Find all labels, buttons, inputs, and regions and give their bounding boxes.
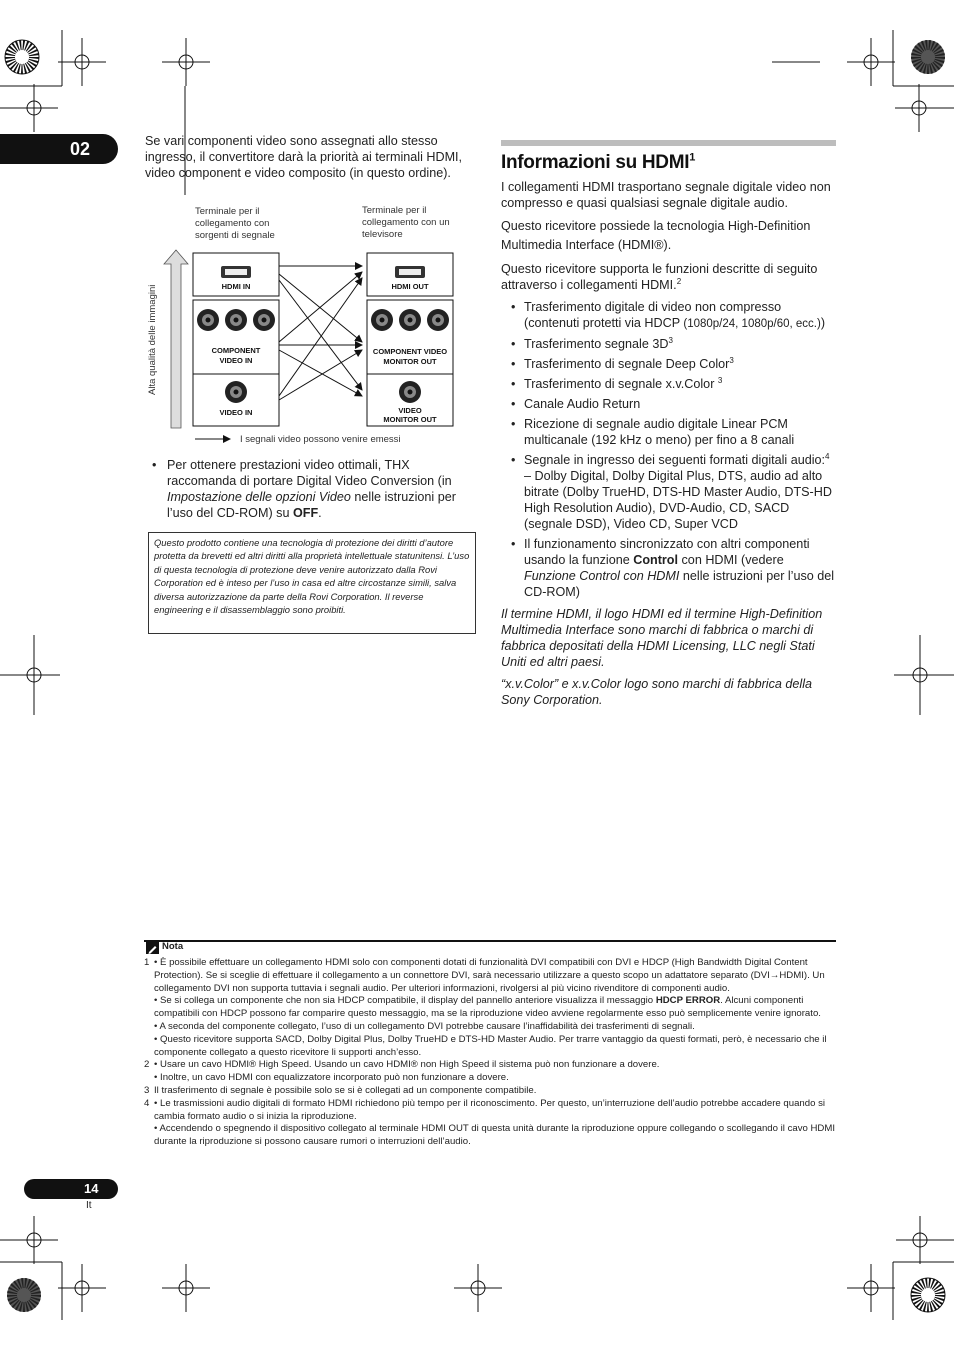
section-title: Informazioni su HDMI$^1$ [501,151,696,173]
notes-divider [144,940,836,942]
hdmi-feature-list [501,299,836,600]
svg-text:Terminale per il collegame [195,206,275,241]
video-in-connector-icon [225,381,247,403]
source-caption-line3: sorgenti di segnale [195,230,275,241]
legend-text: I segnali video possono venire emessi [240,434,401,445]
bullet-icon: • [152,458,157,472]
quality-arrow [164,250,188,428]
chapter-number: 02 [70,139,91,159]
right-column [501,179,836,714]
hdmi-out-label: HDMI OUT [391,282,429,291]
quality-axis-label: Alta qualità delle immagini [147,284,158,395]
display-caption-line1: Terminale per il [362,205,427,216]
hdmi-intro-paragraph: I collegamenti HDMI trasportano segnale digitale video non compresso e quasi qualsiasi segnale digitale audio. [501,180,831,210]
component-out-label-line1: COMPONENT VIDEO [372,347,448,356]
hdmi-trademark-note: Il termine HDMI, il logo HDMI ed il termine High-Definition Multimedia Interface sono marchi di fabbrica o marchi di fabbrica depositati della HDMI Licensing, LLC negli Stati Uniti ed altri paesi. [501,607,823,669]
component-in-label-line1: COMPONENT [211,346,261,355]
section-bar [501,140,836,146]
hdmi-technology-paragraph: Questo ricevitore possiede la tecnologia High-Definition Multimedia Interface (HDMI®). [501,219,811,252]
component-out-label-line2: MONITOR OUT [383,357,437,366]
video-out-label-line1: VIDEO [398,406,422,415]
component-in-connectors-icon [197,309,275,331]
list-item: • Trasferimento segnale $3D^3$ [511,335,673,351]
list-item: • Trasferimento di segnale Deep Color$^3$ [511,355,734,371]
video-in-label: VIDEO IN [219,408,253,417]
list-item: • Canale Audio Return [511,397,641,411]
component-out-connectors-icon [371,309,449,331]
svg-text:Terminale per il collegame [362,205,452,240]
left-bullet-thx: • Per ottenere prestazioni video ottimali, THX raccomanda di portare Digital Video Conversion (in Impostazione delle opzioni Video nelle istruzioni per l’uso del CD-ROM) su OFF. [152,458,456,520]
hdmi-out-connector-icon [395,266,425,278]
hdmi-functions-paragraph: Questo ricevitore supporta le funzioni descritte di seguito attraverso i collegamenti HDMI.$^2$ [501,262,818,292]
source-caption-line2: collegamento con [195,218,270,229]
list-item: • Trasferimento digitale di video non compresso (contenuti protetti via HDCP (1080p/24, 1080p/60, ecc.)) [511,300,826,330]
copyright-notice-box: Questo prodotto contiene una tecnologia di protezione dei diritti d’autore protetta da brevetti ed altri diritti alla proprietà intellettuale statunitensi. L’uso di questa tecnologia di protezione deve venire autorizzato dalla Rovi Corporation ed è inteso per l’uso in casa ed altre circostanze simili, salva diversa autorizzazione da parte della Rovi Corporation. Il reverse engineering e il disassemblaggio sono proibiti. [148,532,476,634]
footnote-3: 3 Il trasferimento di segnale è possibile solo se si è collegati ad un componente compatibile. [144,1084,537,1096]
source-caption-line1: Terminale per il [195,206,260,217]
video-out-label-line2: MONITOR OUT [383,415,437,424]
list-item: • Trasferimento di segnale x.v.Color $^3$ [511,375,723,391]
list-item: • Il funzionamento sincronizzato con altri componenti usando la funzione Control con HDMI (vedere Funzione Control con HDMI nelle istruzioni per l’uso del CD-ROM) [511,537,835,599]
language-code: It [86,1200,92,1211]
page-number-badge [24,1179,118,1199]
component-in-label-line2: VIDEO IN [219,356,253,365]
xvcolor-trademark-note: “x.v.Color” e x.v.Color logo sono marchi di fabbrica della Sony Corporation. [501,677,813,707]
hdmi-in-connector-icon [221,266,251,278]
display-caption-line3: televisore [362,229,403,240]
page-number: 14 [84,1181,99,1196]
footnote-4: 4 • Le trasmissioni audio digitali di formato HDMI richiedono più tempo per il riconoscimento. Per questo, un’interruzione dell’audio potrebbe accadere quando si cambia formato audio o si inizia la riproduzione. • Accendendo o spegnendo il dispositivo collegato al terminale HDMI OUT di questa unità durante la riproduzione oppure collegando o scollegando il cavo HDMI durante la riproduzione si possono causare rumori o interruzioni dell’audio. [144,1097,836,1148]
note-pencil-icon [146,942,159,954]
notes-heading: Nota [162,941,184,952]
footnote-2: 2 • Usare un cavo HDMI® High Speed. Usando un cavo HDMI® non High Speed il sistema può non funzionare a dovere. • Inoltre, un cavo HDMI con equalizzatore incorporato può non funzionare a dovere. [144,1059,660,1084]
video-priority-diagram [140,200,480,450]
footnotes [144,957,836,1149]
display-caption-line2: collegamento con un [362,217,450,228]
video-out-connector-icon [399,381,421,403]
list-item: • Ricezione di segnale audio digitale Linear PCM multicanale (192 kHz o meno) per fino a 8 canali [511,417,795,447]
list-item: • Segnale in ingresso dei seguenti formati digitali audio:$^4$ – Dolby Digital, Dolby Digital Plus, DTS, audio ad alto bitrate (Dolby TrueHD, DTS-HD Master Audio, DTS-HD High Resolution Audio), DVD-Audio, CD, SACD (segnale DSD), Video CD, Super VCD [511,451,832,531]
hdmi-in-label: HDMI IN [221,282,251,291]
footnote-1: 1 • È possibile effettuare un collegamento HDMI solo con componenti dotati di funzionalità DVI compatibili con DVI e HDCP (High Bandwidth Digital Content Protection). Se si sceglie di effettuare il collegamento a un connettore DVI, sarà necessario utilizzare a questo scopo un adattatore separato (DVI→HDMI). Un collegamento DVI non supporta tuttavia i segnali audio. Per ulteriori informazioni, rivolgersi al più vicino rivenditore di componenti audio. • Se si collega un componente che non sia HDCP compatibile, il display del pannello anteriore visualizza il messaggio HDCP ERROR. Alcuni componenti compatibili con HDCP possono far comparire questo messaggio, ma se la riproduzione video avviene regolarmente esso può semplicemente venire ignorato. • A seconda del componente collegato, l’uso di un collegamento DVI potrebbe causare l’inaffidabilità dei trasferimenti di segnali. • Questo ricevitore supporta SACD, Dolby Digital Plus, Dolby TrueHD e DTS-HD Master Audio. Per trarre vantaggio da questi formati, però, è necessario che il componente collegato a questo ricevitore li supporti anch’esso. [144,957,827,1058]
left-intro-paragraph: Se vari componenti video sono assegnati allo stesso ingresso, il convertitore darà la priorità ai terminali HDMI, video component e video composito (in questo ordine). [145,134,463,180]
signal-arrows [279,266,362,400]
